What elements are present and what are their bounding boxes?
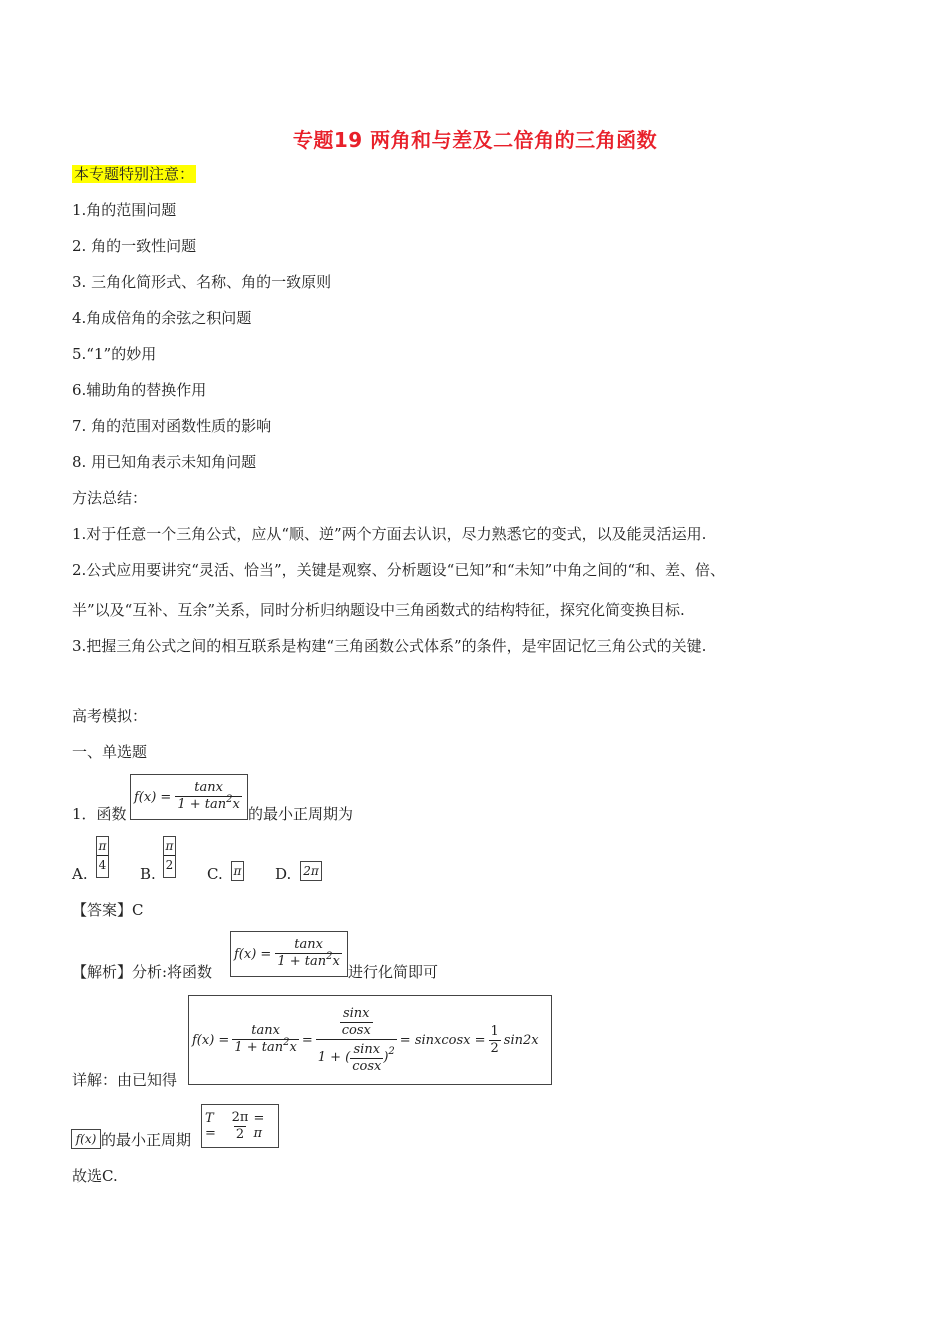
analysis-prefix: 【解析】分析:将函数 xyxy=(72,963,213,981)
formula-fraction xyxy=(275,937,342,971)
method-heading: 方法总结： xyxy=(72,489,148,507)
option-d-value: 2π xyxy=(300,861,322,881)
fraction-numerator: tanx xyxy=(294,937,323,952)
formula-lhs: f(x) = xyxy=(134,789,172,805)
formula-lhs: f(x) = xyxy=(234,946,272,962)
period-fraction xyxy=(230,1110,251,1143)
detail-formula xyxy=(188,995,552,1085)
exponent: 2 xyxy=(226,794,233,805)
note-item: 2. 角的一致性问题 xyxy=(72,237,197,255)
equals-sign: = xyxy=(301,1032,313,1048)
q1-prefix: 1．函数 xyxy=(72,805,127,823)
exponent: 2 xyxy=(326,951,333,962)
half-denominator: 2 xyxy=(490,1040,499,1056)
fraction-numerator: tanx xyxy=(251,1023,280,1038)
equals-chain: = sinxcosx = xyxy=(399,1032,486,1048)
compound-numerator xyxy=(338,1006,375,1039)
option-c-label: C. xyxy=(207,865,223,883)
fraction-denominator xyxy=(232,1039,299,1057)
formula-lhs: f(x) = xyxy=(192,1032,230,1048)
option-b-den: 2 xyxy=(164,855,175,874)
notice-heading-text: 本专题特别注意： xyxy=(74,165,195,183)
formula-lhs: T = xyxy=(205,1111,216,1141)
inner-denominator: cosx xyxy=(352,1058,382,1074)
option-b-num: π xyxy=(165,839,174,853)
den-part: x xyxy=(232,797,240,812)
notice-heading xyxy=(72,164,196,184)
section-heading: 一、单选题 xyxy=(72,743,148,761)
option-b-value xyxy=(163,836,176,878)
note-item: 6.辅助角的替换作用 xyxy=(72,381,207,399)
q1-formula xyxy=(130,774,248,820)
inner-numerator: sinx xyxy=(342,1005,370,1021)
den-part: x xyxy=(332,954,340,969)
detail-prefix: 详解：由已知得 xyxy=(72,1071,178,1089)
formula-fraction xyxy=(232,1023,299,1057)
compound-denominator xyxy=(316,1039,397,1075)
period-formula xyxy=(201,1104,279,1148)
analysis-formula xyxy=(230,931,348,977)
page-title: 专题19 两角和与差及二倍角的三角函数 xyxy=(292,128,658,152)
option-b-label: B. xyxy=(140,865,156,883)
note-item: 7. 角的范围对函数性质的影响 xyxy=(72,417,272,435)
exponent: 2 xyxy=(283,1037,290,1048)
option-c-value: π xyxy=(231,861,244,881)
den-part: 1 + ( xyxy=(317,1050,351,1065)
option-a-den: 4 xyxy=(97,855,108,874)
method-item: 1.对于任意一个三角公式，应从“顺、逆”两个方面去认识，尽力熟悉它的变式，以及能灵活运用. xyxy=(72,525,707,543)
den-part: x xyxy=(289,1040,297,1055)
method-item: 3.把握三角公式之间的相互联系是构建“三角函数公式体系”的条件，是牢固记忆三角公式的关键. xyxy=(72,637,707,655)
note-item: 4.角成倍角的余弦之积问题 xyxy=(72,309,252,327)
fraction-numerator: tanx xyxy=(194,780,223,795)
period-text: 的最小正周期 xyxy=(101,1131,192,1149)
compound-fraction xyxy=(316,1006,397,1075)
option-a-label: A. xyxy=(72,865,88,883)
exponent: 2 xyxy=(388,1046,395,1057)
q1-suffix: 的最小正周期为 xyxy=(248,805,354,823)
inner-numerator: sinx xyxy=(353,1041,381,1057)
period-fx: f(x) xyxy=(71,1129,101,1149)
period-denominator: 2 xyxy=(235,1126,245,1142)
inner-fraction xyxy=(340,1006,373,1039)
exam-heading: 高考模拟： xyxy=(72,707,148,725)
note-item: 8. 用已知角表示未知角问题 xyxy=(72,453,257,471)
analysis-suffix: 进行化简即可 xyxy=(348,963,439,981)
formula-tail: sin2x xyxy=(503,1032,539,1048)
period-numerator: 2π xyxy=(231,1109,249,1125)
inner-denominator: cosx xyxy=(341,1022,371,1038)
note-item: 5.“1”的妙用 xyxy=(72,345,157,363)
half-numerator: 1 xyxy=(490,1023,499,1039)
formula-fraction xyxy=(175,780,242,814)
half-fraction xyxy=(489,1024,501,1057)
fraction-denominator xyxy=(275,953,342,971)
answer: 【答案】C xyxy=(72,901,144,919)
formula-rhs: = π xyxy=(253,1111,265,1141)
inner-fraction xyxy=(350,1042,383,1075)
method-item: 2.公式应用要讲究“灵活、恰当”，关键是观察、分析题设“已知”和“未知”中角之间的“和、差、倍、 xyxy=(72,561,725,579)
option-a-value xyxy=(96,836,109,878)
den-part: 1 + tan xyxy=(234,1040,284,1055)
note-item: 3. 三角化简形式、名称、角的一致原则 xyxy=(72,273,332,291)
fraction-denominator xyxy=(175,796,242,814)
option-a-num: π xyxy=(98,839,107,853)
method-item: 半”以及“互补、互余”关系，同时分析归纳题设中三角函数式的结构特征，探究化简变换目标. xyxy=(72,601,685,619)
den-part: ) xyxy=(383,1050,389,1065)
note-item: 1.角的范围问题 xyxy=(72,201,177,219)
option-d-label: D. xyxy=(275,865,292,883)
conclusion: 故选C. xyxy=(72,1167,118,1185)
den-part: 1 + tan xyxy=(277,954,327,969)
den-part: 1 + tan xyxy=(177,797,227,812)
